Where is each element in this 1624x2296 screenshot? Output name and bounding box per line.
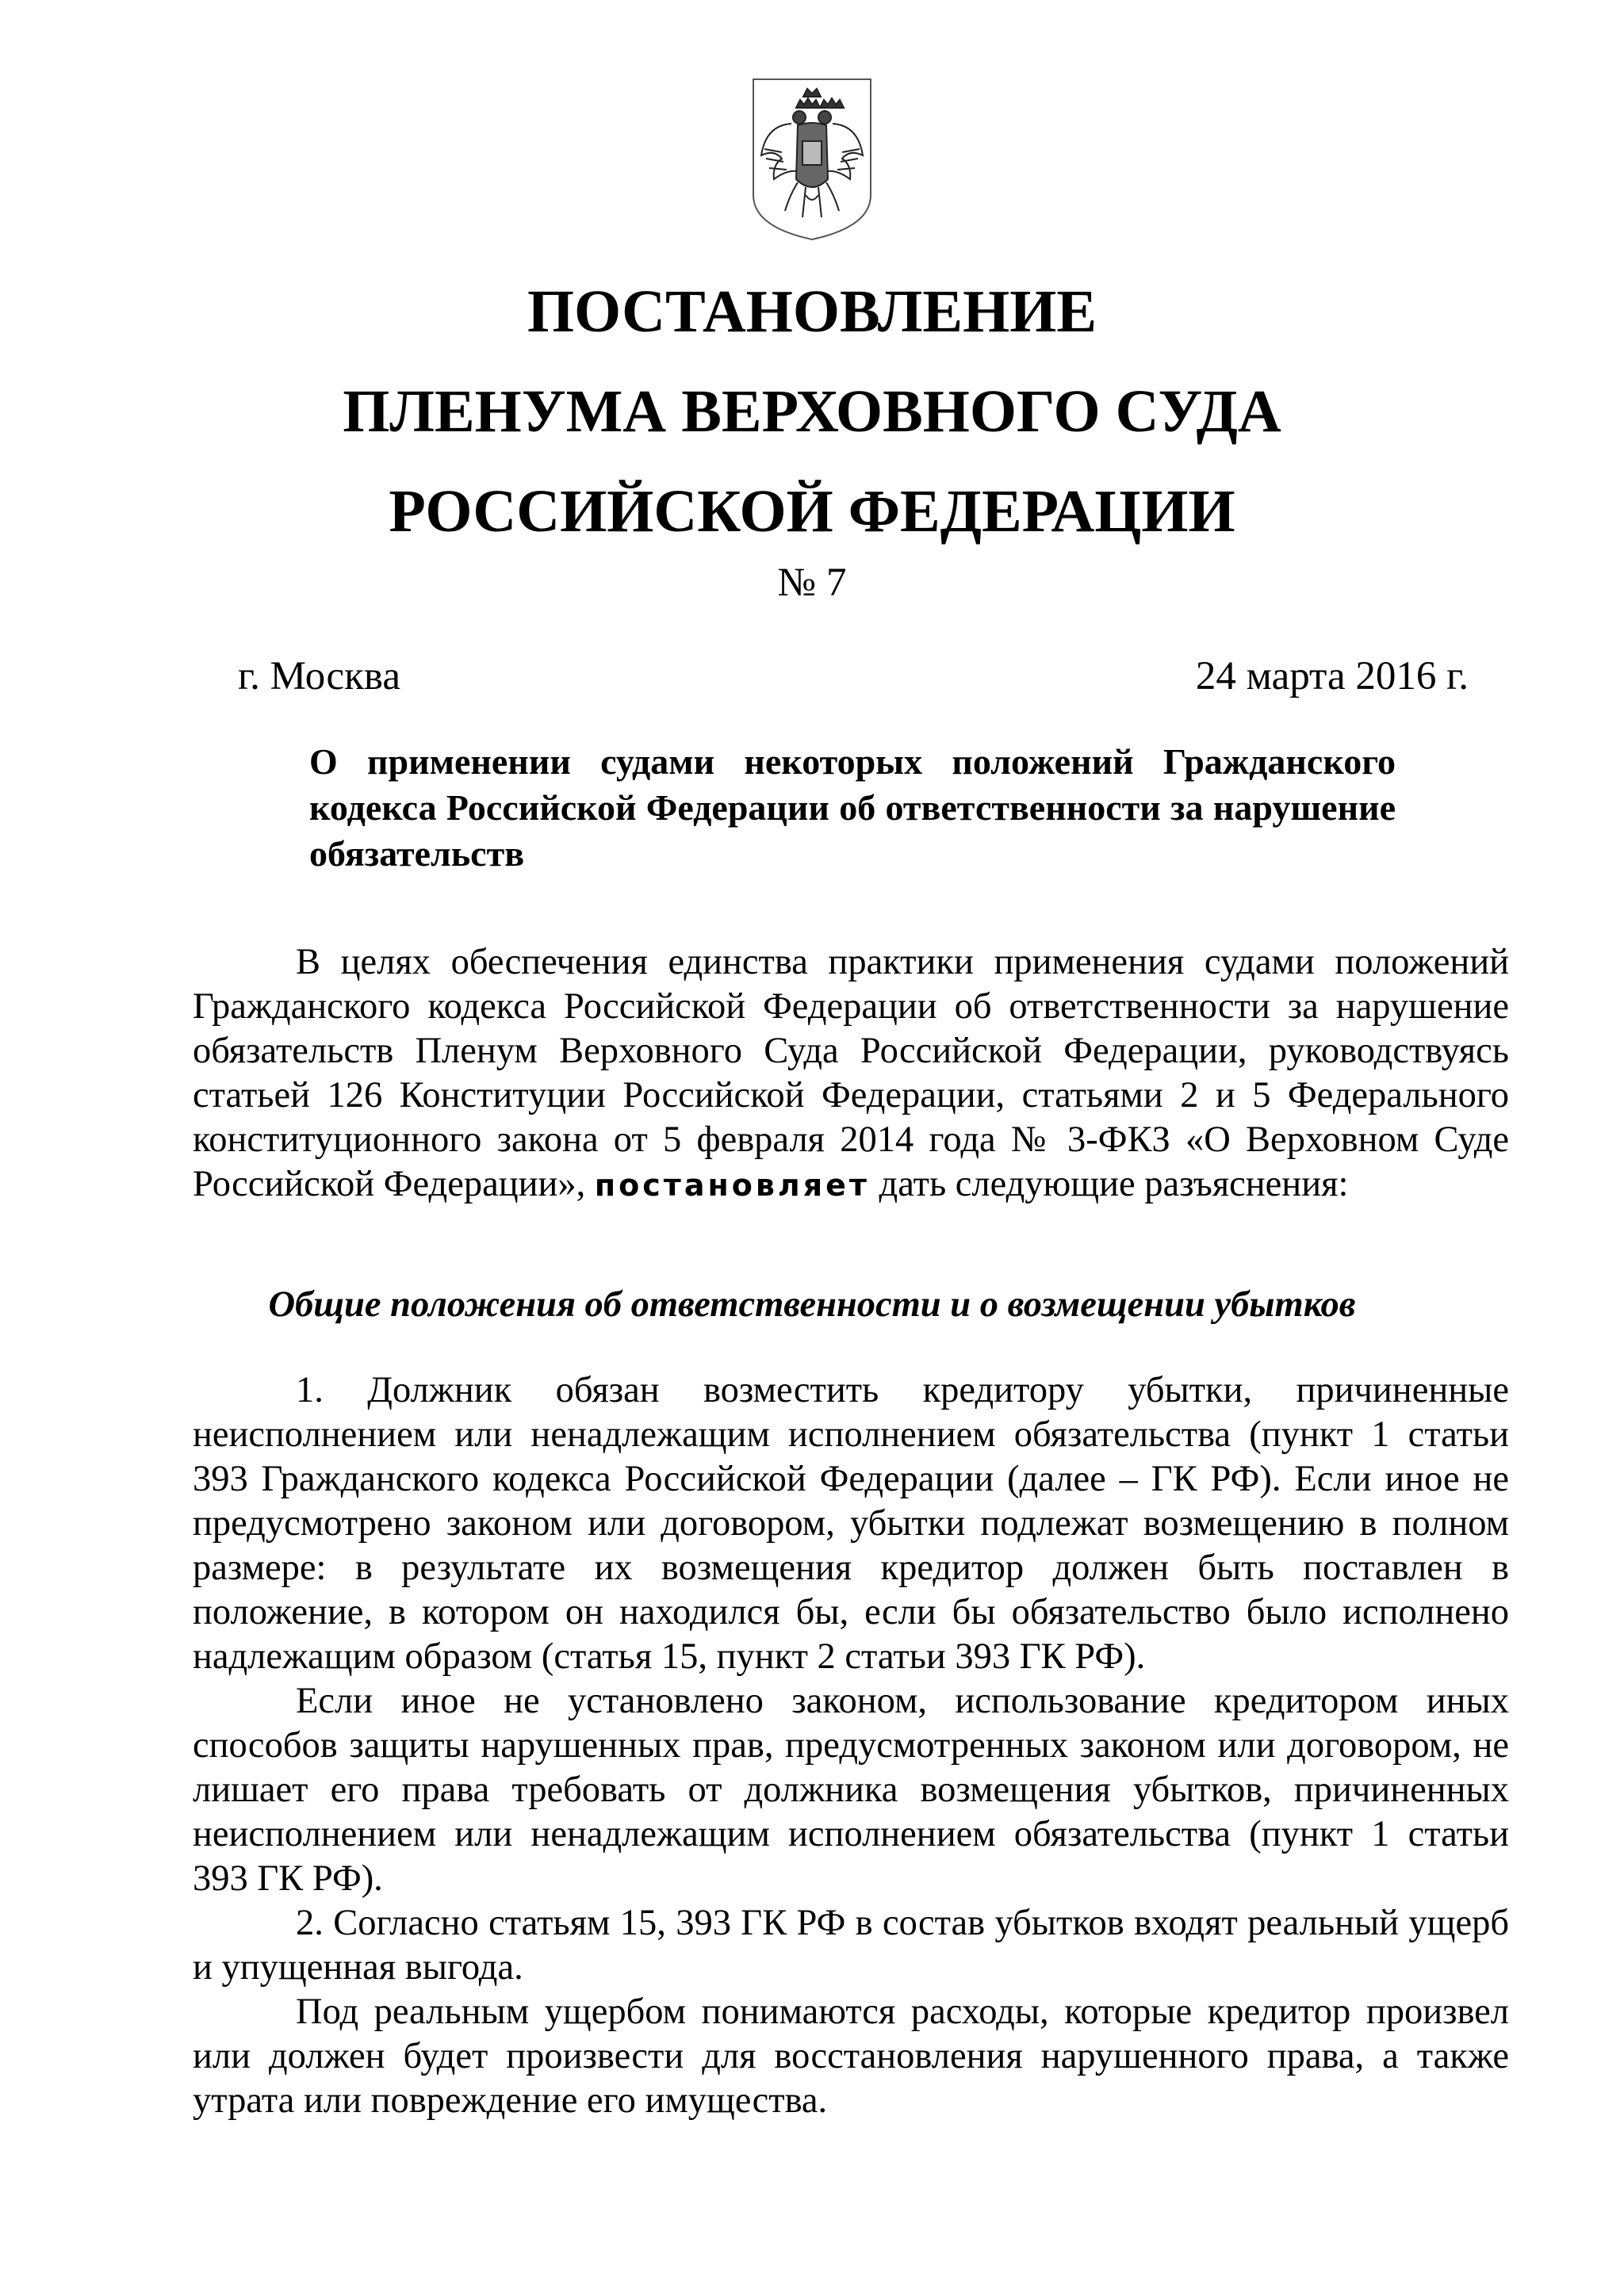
title-line: ПОСТАНОВЛЕНИЕ <box>527 278 1097 345</box>
coat-of-arms-emblem <box>750 76 874 243</box>
document-title <box>0 262 1624 561</box>
paragraph: 1. Должник обязан возместить кредитору убытки, причиненные неисполнением или ненадлежащим исполнением обязательства (пункт 1 статьи 393 Гражданского кодекса Российской Федерации (далее – ГК РФ). Если иное не предусмотрено законом или договором, убытки подлежат возмещению в полном размере: в результате их возмещения кредитор должен быть поставлен в положение, в котором он находился бы, если бы обязательство было исполнено надлежащим образом (статья 15, пункт 2 статьи 393 ГК РФ). <box>193 1370 1509 1677</box>
document-number: № 7 <box>777 561 847 605</box>
title-line: РОССИЙСКОЙ ФЕДЕРАЦИИ <box>389 478 1235 545</box>
intro-text: В целях обеспечения единства практики применения судами положений Гражданского кодекса Российской Федерации об ответственности за нарушение обязательств Пленум Верховного Суда Российской Федерации, руководствуясь статьей 126 Конституции Российской Федерации, статьями 2 и 5 Федерального конституционного закона от 5 февраля 2014 года № 3-ФКЗ «О Верховном Суде Российской Федерации», <box>193 942 1509 1204</box>
document-subject: О применении судами некоторых положений Гражданского кодекса Российской Федерации об ответственности за нарушение обязательств <box>309 741 1396 874</box>
intro-paragraph <box>193 940 1509 1207</box>
paragraph: Если иное не установлено законом, использование кредитором иных способов защиты нарушенных прав, предусмотренных законом или договором, не лишает его права требовать от должника возмещения убытков, причиненных неисполнением или ненадлежащим исполнением обязательства (пункт 1 статьи 393 ГК РФ). <box>193 1681 1509 1899</box>
title-line: ПЛЕНУМА ВЕРХОВНОГО СУДА <box>343 378 1281 445</box>
paragraph: 2. Согласно статьям 15, 393 ГК РФ в состав убытков входят реальный ущерб и упущенная выгода. <box>193 1903 1509 1988</box>
document-city: г. Москва <box>238 654 400 698</box>
paragraph: Под реальным ущербом понимаются расходы, которые кредитор произвел или должен будет произвести для восстановления нарушенного права, а также утрата или повреждение его имущества. <box>193 1992 1509 2121</box>
section-heading: Общие положения об ответственности и о возмещении убытков <box>268 1284 1356 1325</box>
document-date: 24 марта 2016 г. <box>1195 654 1469 698</box>
body-text <box>193 1368 1509 2123</box>
intro-text-end: дать следующие разъяснения: <box>879 1164 1349 1204</box>
intro-keyword: постановляет <box>594 1168 870 1203</box>
